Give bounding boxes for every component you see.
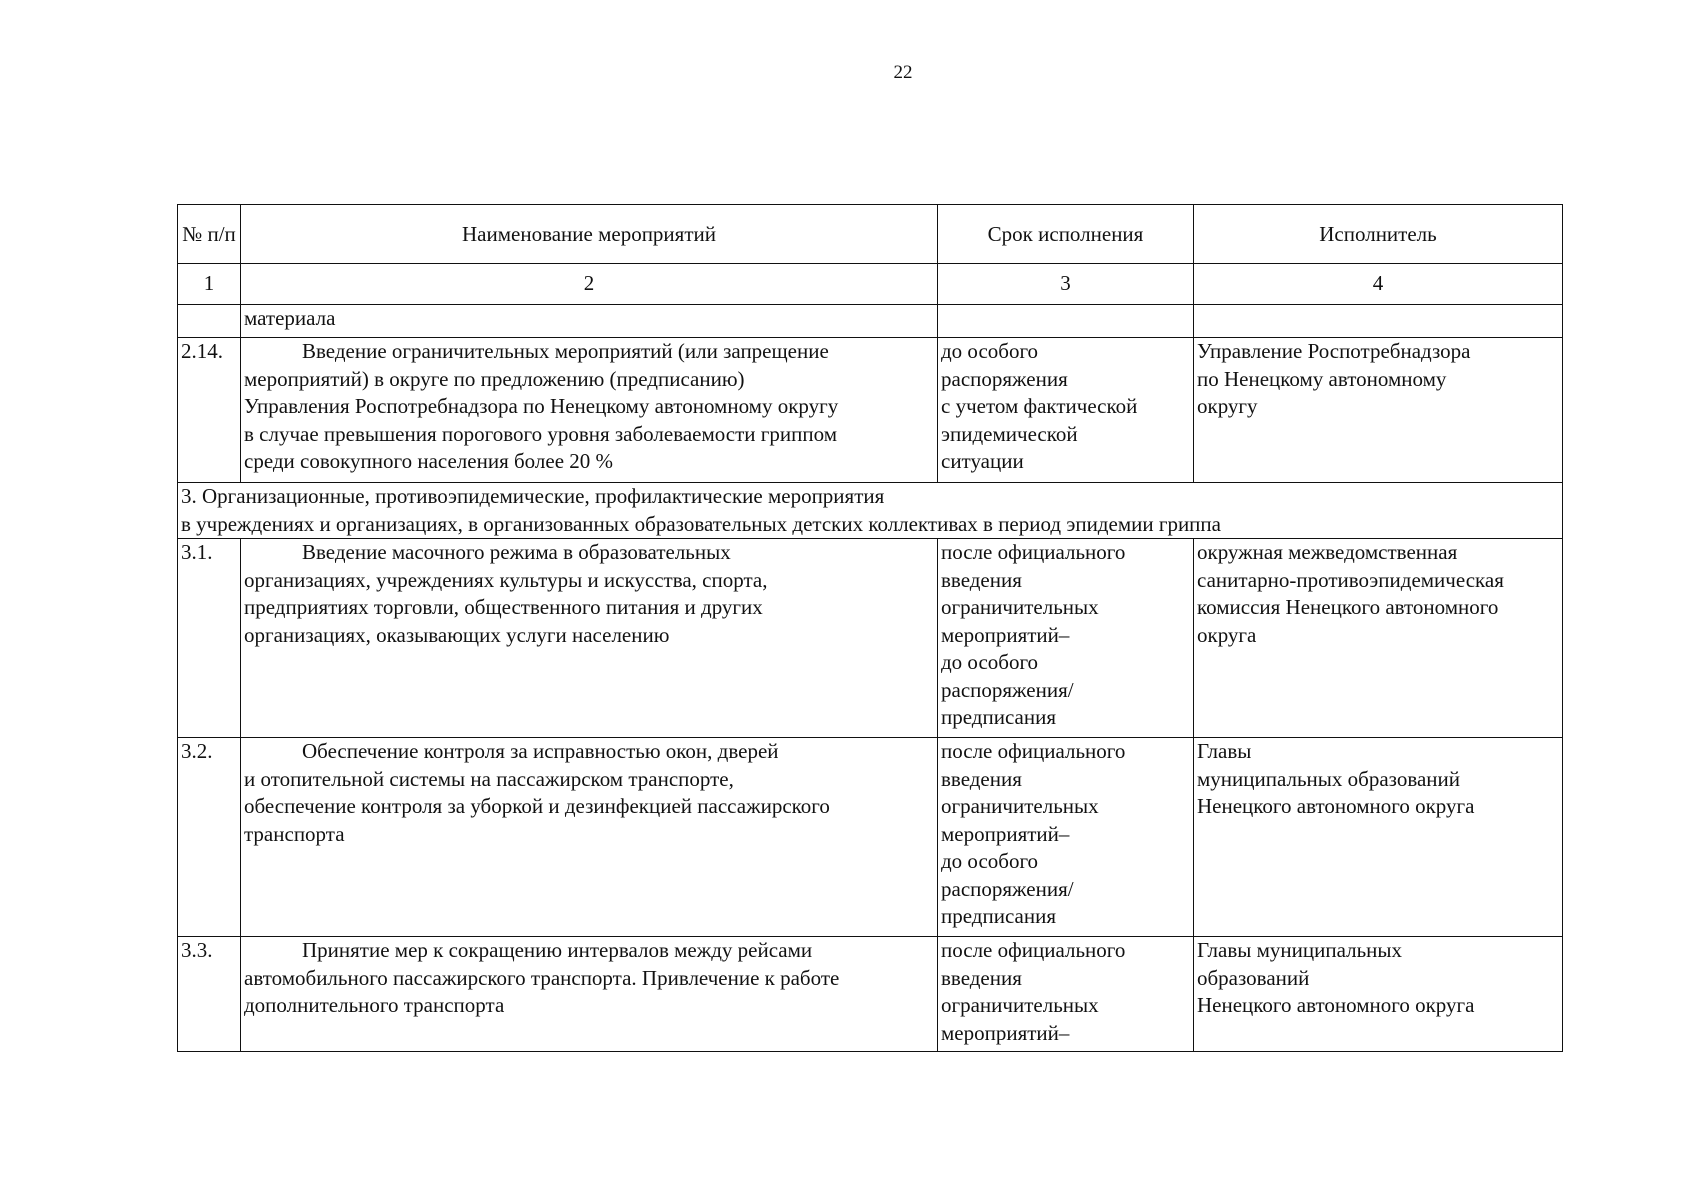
text-line: предписания <box>941 705 1056 729</box>
text-line: среди совокупного населения более 20 % <box>244 449 614 473</box>
header-row <box>178 205 1563 264</box>
text-line: мероприятий– <box>941 622 1070 647</box>
text-line: Главы <box>1197 739 1252 763</box>
table-row-3-2 <box>178 738 1563 937</box>
text-line: Ненецкого автономного округа <box>1197 993 1475 1017</box>
text-line: организациях, учреждениях культуры и искусства, спорта, <box>244 567 768 592</box>
text-line: мероприятий– <box>941 821 1070 846</box>
text-line: Принятие мер к сокращению интервалов между рейсами <box>302 938 813 962</box>
column-number: 3 <box>938 264 1194 305</box>
text-line: автомобильного пассажирского транспорта. Привлечение к работе <box>244 965 840 990</box>
text-line: Управления Роспотребнадзора по Ненецкому автономному округу <box>244 394 839 418</box>
cell-name <box>241 937 938 1052</box>
table-row-continuation <box>178 305 1563 338</box>
text-line: Введение масочного режима в образовательных <box>302 540 731 564</box>
text-line: мероприятий– <box>941 1020 1070 1045</box>
cell-num: 2.14. <box>178 338 241 483</box>
cell-deadline <box>938 937 1194 1052</box>
cell-executor <box>1194 937 1563 1052</box>
cell-num: 3.3. <box>178 937 241 1052</box>
cell-name: материала <box>241 305 938 338</box>
text-line: ограничительных <box>941 794 1099 818</box>
text-line: Ненецкого автономного округа <box>1197 794 1475 818</box>
text-line: образований <box>1197 965 1310 990</box>
cell-num: 3.1. <box>178 539 241 738</box>
text-line: распоряжения <box>941 366 1068 391</box>
measures-table <box>177 204 1563 1052</box>
table-row-2-14 <box>178 338 1563 483</box>
cell-deadline <box>938 338 1194 483</box>
cell-deadline <box>938 738 1194 937</box>
text-line: Обеспечение контроля за исправностью окон, дверей <box>302 739 779 763</box>
text-line: до особого <box>941 650 1039 674</box>
text-line: введения <box>941 766 1022 791</box>
text-line: с учетом фактической <box>941 394 1138 418</box>
column-numbers-row <box>178 264 1563 305</box>
text-line: округу <box>1197 394 1258 418</box>
text-line: окружная межведомственная <box>1197 540 1458 564</box>
text-line: введения <box>941 965 1022 990</box>
text-line: распоряжения/ <box>941 876 1074 901</box>
table-row-3-3 <box>178 937 1563 1052</box>
cell-executor <box>1194 305 1563 338</box>
section-line: 3. Организационные, противоэпидемические, профилактические мероприятия <box>181 484 885 508</box>
text-line: организациях, оказывающих услуги населению <box>244 622 670 647</box>
text-line: Управление Роспотребнадзора <box>1197 339 1471 363</box>
text-line: введения <box>941 567 1022 592</box>
column-number: 1 <box>178 264 241 305</box>
text-line: после официального <box>941 938 1126 962</box>
page-number: 22 <box>893 62 913 83</box>
header-deadline: Срок исполнения <box>938 205 1194 264</box>
text-line: до особого <box>941 339 1039 363</box>
text-line: предписания <box>941 904 1056 928</box>
cell-deadline <box>938 539 1194 738</box>
text-line: в случае превышения порогового уровня заболеваемости гриппом <box>244 421 838 446</box>
table-row-3-1 <box>178 539 1563 738</box>
text-line: ситуации <box>941 449 1024 473</box>
cell-num <box>178 305 241 338</box>
text-line: после официального <box>941 540 1126 564</box>
section-3-row <box>178 483 1563 539</box>
cell-deadline <box>938 305 1194 338</box>
text-line: Введение ограничительных мероприятий (или запрещение <box>302 339 829 363</box>
text-line: ограничительных <box>941 993 1099 1017</box>
section-line: в учреждениях и организациях, в организованных образовательных детских коллективах в период эпидемии гриппа <box>181 511 1221 536</box>
text-line: после официального <box>941 739 1126 763</box>
text-line: комиссия Ненецкого автономного <box>1197 595 1499 619</box>
text-line: эпидемической <box>941 421 1078 446</box>
text-line: мероприятий) в округе по предложению (предписанию) <box>244 366 745 391</box>
text-line: округа <box>1197 622 1257 647</box>
text-line: предприятиях торговли, общественного питания и других <box>244 595 763 619</box>
column-number: 2 <box>241 264 938 305</box>
text-line: муниципальных образований <box>1197 766 1460 791</box>
cell-name <box>241 738 938 937</box>
cell-executor <box>1194 539 1563 738</box>
text-line: по Ненецкому автономному <box>1197 366 1447 391</box>
cell-executor <box>1194 738 1563 937</box>
cell-name <box>241 338 938 483</box>
text-line: дополнительного транспорта <box>244 993 505 1017</box>
text-line: Главы муниципальных <box>1197 938 1403 962</box>
header-name: Наименование мероприятий <box>241 205 938 264</box>
text-line: и отопительной системы на пассажирском транспорте, <box>244 766 734 791</box>
text-line: санитарно-противоэпидемическая <box>1197 567 1504 592</box>
text-line: ограничительных <box>941 595 1099 619</box>
cell-executor <box>1194 338 1563 483</box>
cell-num: 3.2. <box>178 738 241 937</box>
text-line: распоряжения/ <box>941 677 1074 702</box>
cell-name <box>241 539 938 738</box>
header-executor: Исполнитель <box>1194 205 1563 264</box>
header-num: № п/п <box>178 205 241 264</box>
column-number: 4 <box>1194 264 1563 305</box>
section-3-heading <box>178 483 1563 539</box>
text-line: до особого <box>941 849 1039 873</box>
text-line: обеспечение контроля за уборкой и дезинфекцией пассажирского <box>244 794 830 818</box>
text-line: транспорта <box>244 821 345 846</box>
